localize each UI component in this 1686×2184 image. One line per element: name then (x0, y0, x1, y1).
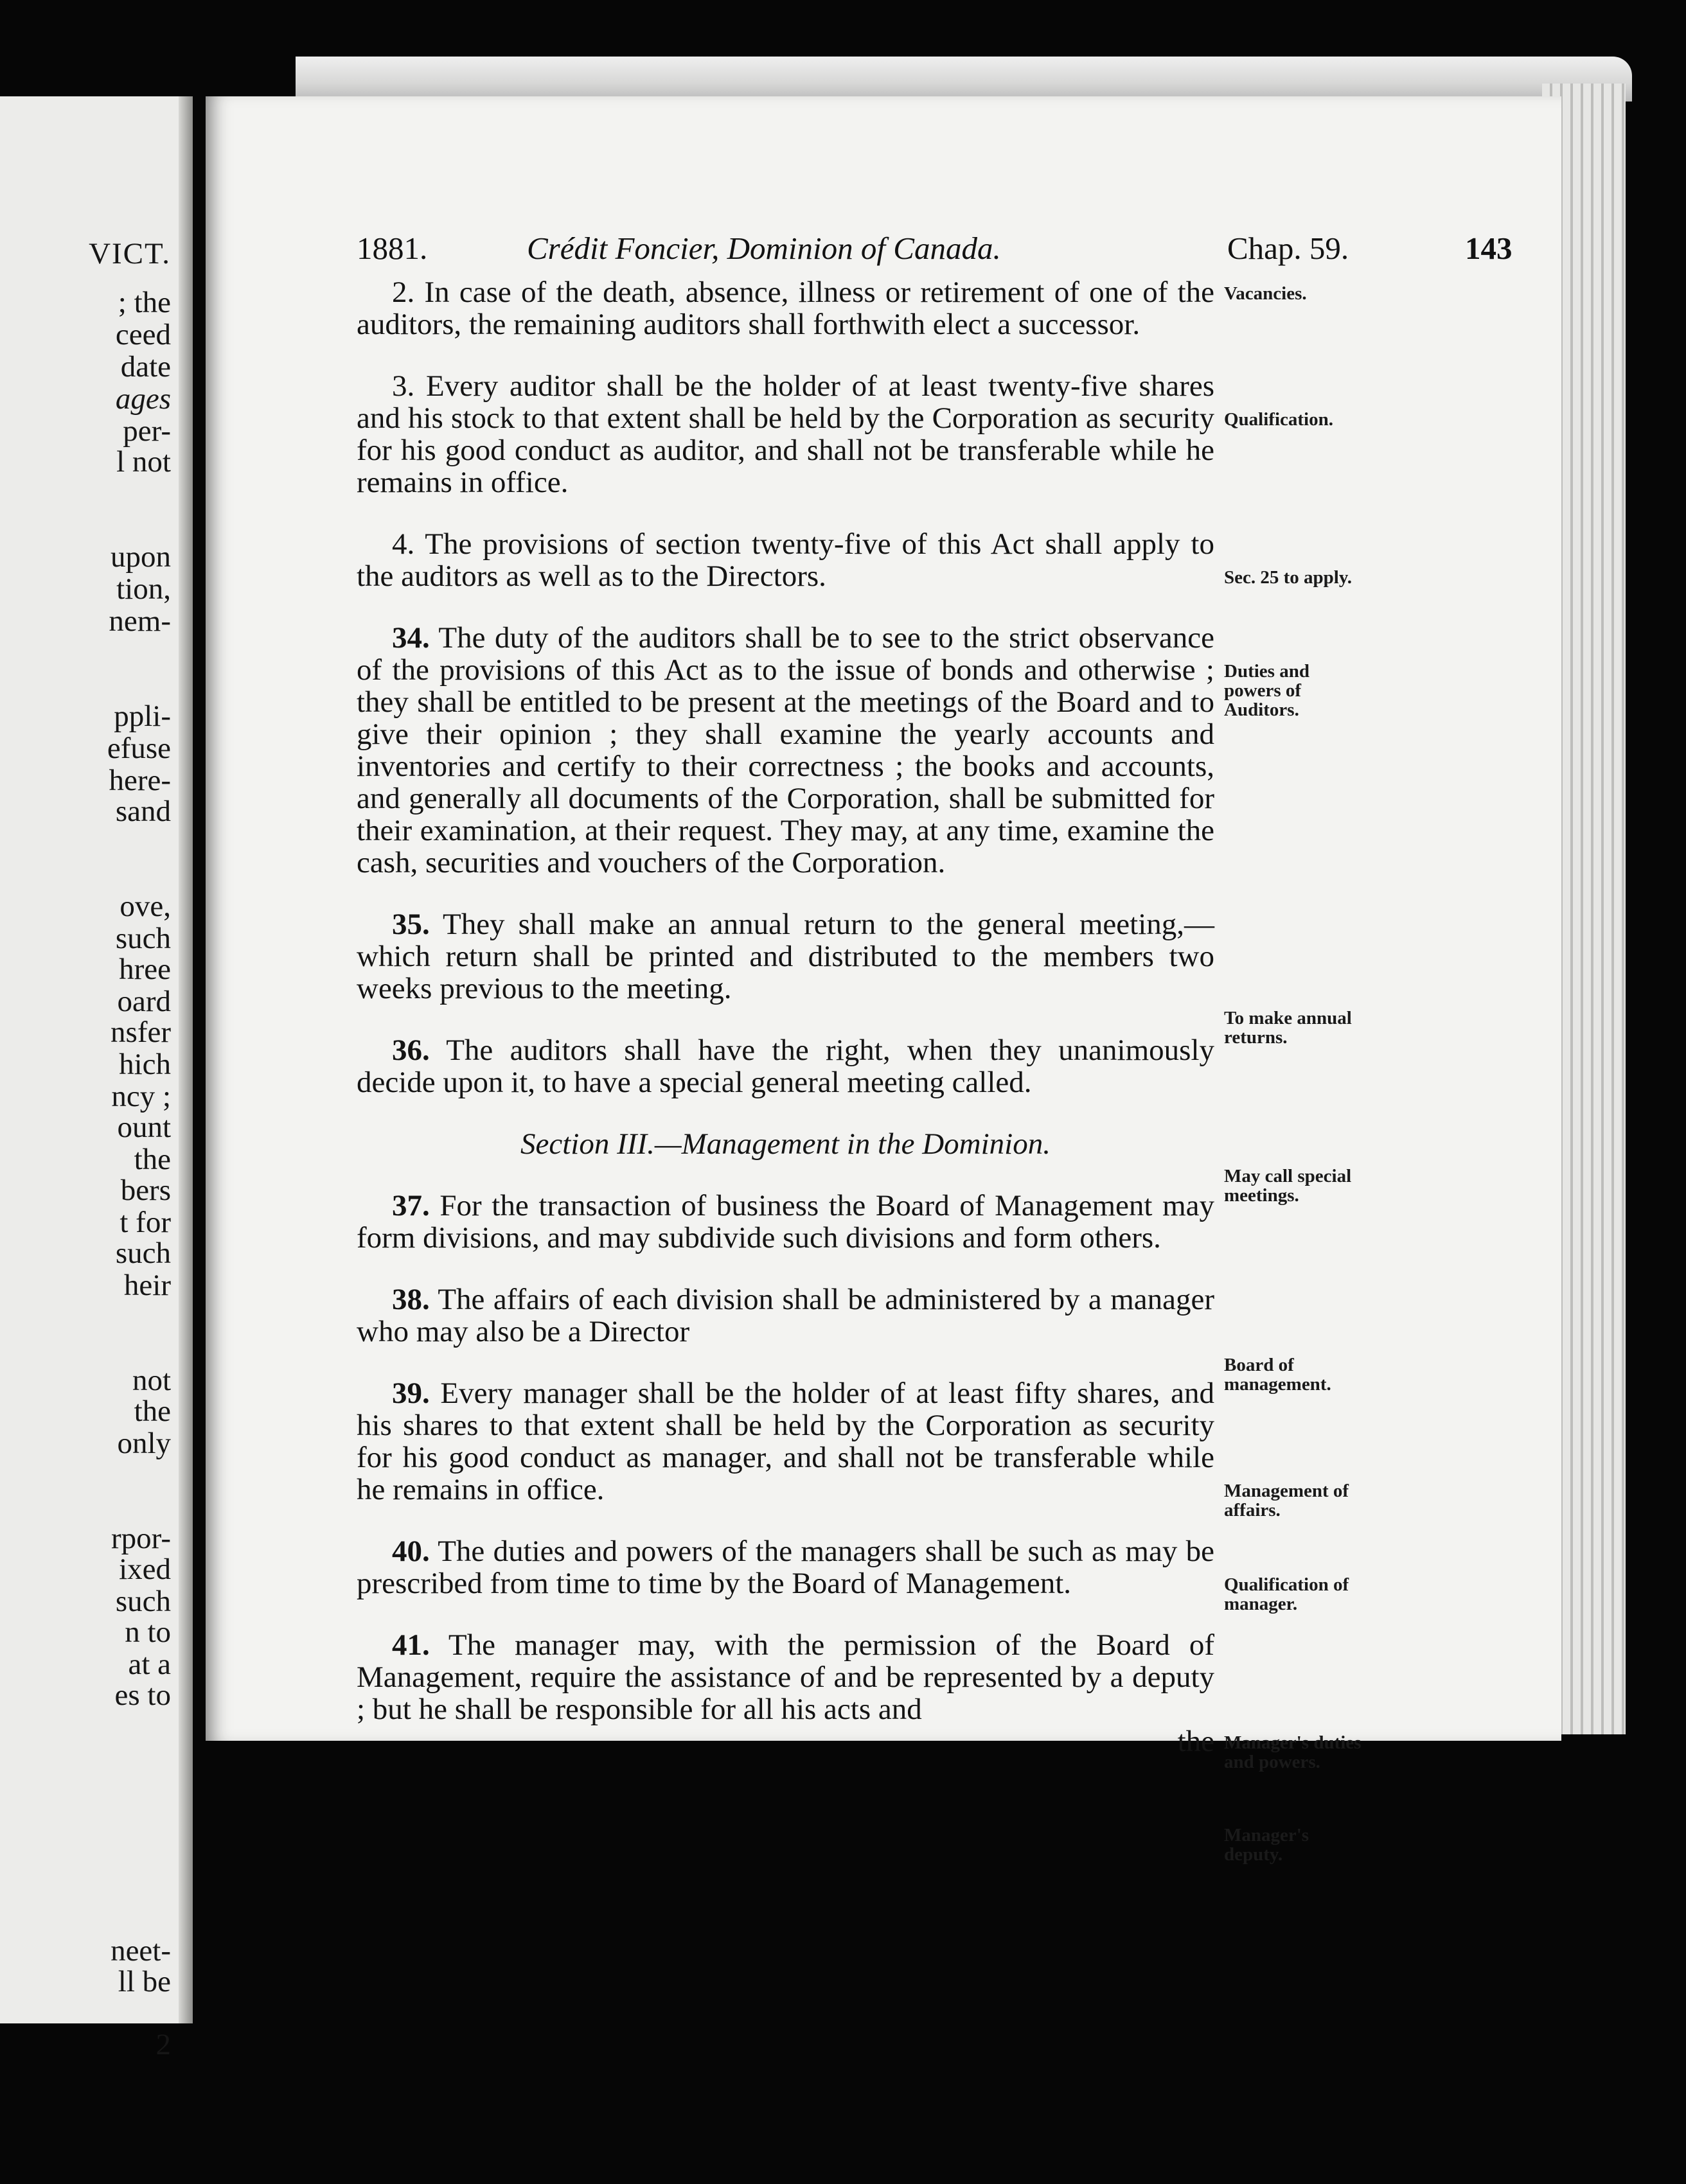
catchword: the (1177, 1725, 1214, 1758)
section-number: 36. (392, 1034, 430, 1067)
paragraph-text: The duty of the auditors shall be to see to the strict observance of the provisions of this Act as to the issue of bonds and otherwise ; they shall be entitled to be present at the meetings of the Board and to give their opinion ; they shall examine the yearly accounts and inventories and certify to their correctness ; the books and accounts, and generally all documents of the Corporation, shall be submitted for their examination, at their request. They may, at any time, examine the cash, securities and vouchers of the Corporation. (357, 621, 1215, 879)
margin-note-qualification: Qualification. (1224, 409, 1333, 430)
facing-page-line: ll be (118, 1965, 171, 1998)
facing-page-line: hich (119, 1048, 171, 1081)
header-year: 1881. (357, 231, 428, 266)
facing-page-line: such (115, 1585, 171, 1618)
facing-page-line: oard (117, 985, 171, 1018)
header-title: Crédit Foncier, Dominion of Canada. (527, 231, 1001, 266)
facing-page-line: t for (120, 1206, 171, 1239)
page-number: 143 (1465, 231, 1513, 266)
paragraph-text: The manager may, with the permission of the Board of Management, require the assistance of and be represented by a deputy ; but he shall be responsible for all his acts and (357, 1628, 1214, 1726)
facing-page-signature-mark: 2 (155, 2028, 171, 2061)
facing-page-line: upon (111, 540, 171, 574)
facing-page-line: neet- (111, 1934, 171, 1968)
facing-page-line: nem- (109, 604, 171, 638)
subsection-4 (357, 528, 1214, 592)
section-number: 40. (392, 1535, 430, 1568)
section-36 (357, 1034, 1214, 1098)
facing-page-line: only (117, 1427, 171, 1460)
header-chapter: Chap. 59. (1227, 231, 1349, 266)
paragraph-text: Every auditor shall be the holder of at least twenty-five shares and his stock to that extent shall be held by the Corporation as security for his good conduct as auditor, and shall not be transferable while he remains in office. (357, 369, 1215, 499)
running-header (357, 230, 1548, 275)
book-top-edge (296, 57, 1632, 101)
facing-page-line: tion, (116, 572, 171, 606)
subsection-number: 3. (392, 369, 415, 403)
facing-page-line: ixed (119, 1553, 171, 1586)
facing-page-line: ages (115, 382, 171, 416)
section-40 (357, 1535, 1214, 1599)
section-35 (357, 908, 1214, 1005)
facing-page-line: ove, (120, 890, 171, 923)
facing-page-line: such (115, 1237, 171, 1270)
facing-page (0, 96, 193, 2061)
facing-page-line: ppli- (114, 700, 171, 733)
facing-page-line: l not (116, 445, 171, 479)
subsection-2 (357, 276, 1214, 340)
facing-page-line: the (134, 1143, 171, 1176)
facing-page-line: es to (114, 1678, 171, 1712)
subsection-3 (357, 370, 1214, 498)
page-body (357, 276, 1214, 1757)
paragraph-text: They shall make an annual return to the general meeting,—which return shall be printed and distributed to the members two weeks previous to the meeting. (357, 908, 1214, 1005)
section-41 (357, 1629, 1214, 1725)
section-number: 41. (392, 1628, 430, 1662)
facing-page-line: per- (123, 414, 171, 448)
margin-note-vacancies: Vacancies. (1224, 283, 1307, 304)
facing-page-line: sand (115, 795, 171, 828)
facing-page-line: ceed (115, 318, 171, 351)
subsection-number: 2. (392, 276, 415, 309)
facing-page-running-head: VICT. (89, 237, 171, 270)
margin-note-manager-duties: Manager's duties and powers. (1224, 1732, 1362, 1772)
paragraph-text: The auditors shall have the right, when they unanimously decide upon it, to have a special general meeting called. (357, 1034, 1214, 1099)
facing-page-line: ount (117, 1111, 171, 1144)
paragraph-text: In case of the death, absence, illness or retirement of one of the auditors, the remaining auditors shall forthwith elect a successor. (357, 276, 1215, 341)
section-number: 38. (392, 1283, 430, 1316)
margin-note-qualification-manager: Qualification of manager. (1224, 1574, 1349, 1614)
section-heading: Section III.—Management in the Dominion. (520, 1127, 1051, 1161)
book-page (206, 96, 1561, 1772)
facing-page-line: nsfer (111, 1016, 171, 1049)
margin-note-management-affairs: Management of affairs. (1224, 1481, 1349, 1520)
facing-page-line: bers (120, 1174, 171, 1207)
facing-page-line: not (132, 1364, 171, 1397)
facing-page-line: n to (125, 1616, 171, 1649)
facing-page-line: the (134, 1395, 171, 1428)
page-gutter-shadow (179, 96, 193, 2023)
facing-page-line: date (120, 350, 171, 383)
margin-note-annual-returns: To make annual returns. (1224, 1008, 1352, 1048)
facing-page-line: efuse (107, 732, 171, 765)
facing-page-line: at a (128, 1648, 171, 1681)
facing-page-line: hree (119, 953, 171, 986)
paragraph-text: The duties and powers of the managers shall be such as may be prescribed from time to time by the Board of Management. (357, 1535, 1215, 1600)
margin-note-manager-deputy: Manager's deputy. (1224, 1825, 1309, 1865)
facing-page-line: ; the (118, 286, 171, 319)
margin-note-special-meetings: May call special meetings. (1224, 1166, 1352, 1206)
section-number: 37. (392, 1189, 430, 1222)
facing-page-line: such (115, 922, 171, 955)
margin-note-sec-25: Sec. 25 to apply. (1224, 567, 1352, 588)
facing-page-line: heir (123, 1269, 171, 1302)
section-number: 34. (392, 621, 430, 655)
margin-note-board-management: Board of management. (1224, 1355, 1331, 1395)
section-34 (357, 622, 1214, 879)
section-38 (357, 1283, 1214, 1348)
subsection-number: 4. (392, 527, 415, 561)
section-number: 39. (392, 1377, 430, 1410)
paragraph-text: For the transaction of business the Board of Management may form divisions, and may subdivide such divisions and form others. (357, 1189, 1214, 1255)
facing-page-line: ncy ; (111, 1080, 171, 1113)
section-39 (357, 1377, 1214, 1506)
paragraph-text: The provisions of section twenty-five of this Act shall apply to the auditors as well as to the Directors. (357, 527, 1214, 593)
paragraph-text: The affairs of each division shall be administered by a manager who may also be a Director (357, 1283, 1215, 1348)
section-37 (357, 1190, 1214, 1254)
facing-page-line: rpor- (111, 1522, 171, 1555)
margin-note-duties-auditors: Duties and powers of Auditors. (1224, 661, 1309, 720)
paragraph-text: Every manager shall be the holder of at least fifty shares, and his shares to that extent shall be held by the Corporation as security for his good conduct as manager, and shall not be transferable while he remains in office. (357, 1377, 1214, 1506)
section-number: 35. (392, 908, 430, 941)
facing-page-line: here- (109, 764, 171, 797)
